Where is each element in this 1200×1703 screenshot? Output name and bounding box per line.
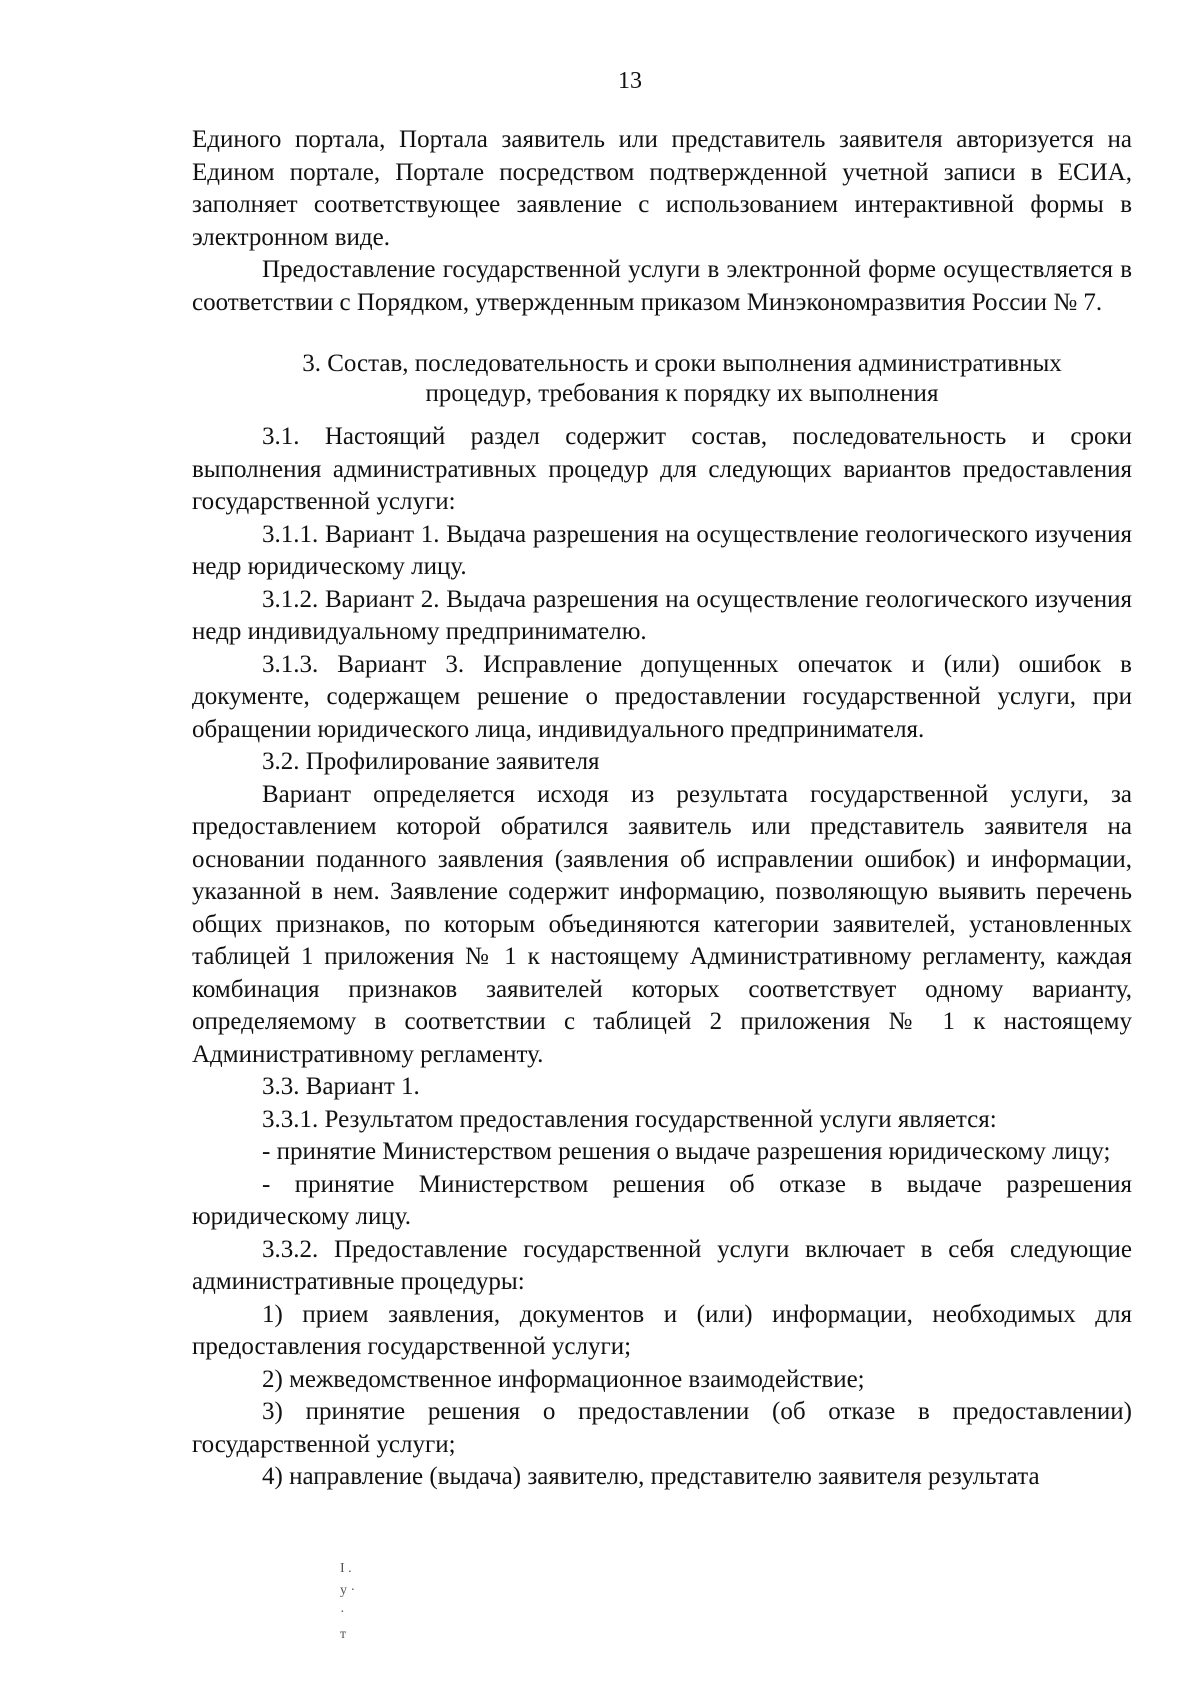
list-item-procedure-2: 2) межведомственное информационное взаимодействие; [262,1365,865,1393]
list-item-result-refusal: - принятие Министерством решения об отказе в выдаче разрешения юридическому лицу. [192,1170,1132,1230]
list-item-procedure-4: 4) направление (выдача) заявителю, представителю заявителя результата [262,1463,1040,1490]
paragraph-3-2: 3.2. Профилирование заявителя [262,748,600,775]
section-heading [192,349,1132,409]
paragraph-3-1: 3.1. Настоящий раздел содержит состав, последовательность и сроки выполнения административных процедур для следующих вариантов предоставления государственной услуги: [192,423,1132,515]
paragraph-3-1-2: 3.1.2. Вариант 2. Выдача разрешения на осуществление геологического изучения недр индивидуальному предпринимателю. [192,585,1132,645]
paragraph-3-3-1: 3.3.1. Результатом предоставления государственной услуги является: [262,1105,997,1133]
paragraph-3-3-2: 3.3.2. Предоставление государственной услуги включает в себя следующие административные процедуры: [192,1235,1132,1295]
paragraph-intro: Единого портала, Портала заявитель или представитель заявителя авторизуется на Едином портале, Портале посредством подтвержденной учетной записи в ЕСИА, заполняет соответствующее заявление с использованием интерактивной формы в электронном виде. [192,126,1132,251]
paragraph-3-1-3: 3.1.3. Вариант 3. Исправление допущенных опечаток и (или) ошибок в документе, содержащем решение о предоставлении государственной услуги, при обращении юридического лица, индивидуального предпринимателя. [192,650,1132,743]
scan-artifact: · [340,1605,345,1620]
section-heading-line-2: процедур, требования к порядку их выполнения [425,380,939,407]
scan-artifact: т [340,1627,347,1642]
scan-artifacts [340,1558,355,1646]
list-item-procedure-1: 1) прием заявления, документов и (или) информации, необходимых для предоставления государственной услуги; [192,1300,1132,1360]
paragraph-profiling: Вариант определяется исходя из результата государственной услуги, за предоставлением которой обратился заявитель или представитель заявителя на основании поданного заявления (заявления об исправлении ошибок) и информации, указанной в нем. Заявление содержит информацию, позволяющую выявить перечень общих признаков, по которым объединяются категории заявителей, установленных таблицей 1 приложения № 1 к настоящему Административному регламенту, каждая комбинация признаков заявителей которых соответствует одному варианту, определяемому в соответствии с таблицей 2 приложения № 1 к настоящему Административному регламенту. [192,780,1132,1068]
list-item-result-approval: - принятие Министерством решения о выдаче разрешения юридическому лицу; [262,1138,1111,1165]
page-number: 13 [618,68,642,94]
paragraph-electronic-form: Предоставление государственной услуги в электронной форме осуществляется в соответствии с Порядком, утвержденным приказом Минэкономразвития России № 7. [192,256,1132,316]
list-item-procedure-3: 3) принятие решения о предоставлении (об отказе в предоставлении) государственной услуги; [192,1398,1132,1458]
paragraph-3-3: 3.3. Вариант 1. [262,1073,420,1100]
scan-artifact: у · [340,1583,356,1598]
section-heading-line-1: 3. Состав, последовательность и сроки выполнения административных [302,350,1062,377]
paragraph-3-1-1: 3.1.1. Вариант 1. Выдача разрешения на осуществление геологического изучения недр юридическому лицу. [192,520,1132,580]
scan-artifact: I . [340,1561,352,1576]
document-body [192,124,1132,1494]
